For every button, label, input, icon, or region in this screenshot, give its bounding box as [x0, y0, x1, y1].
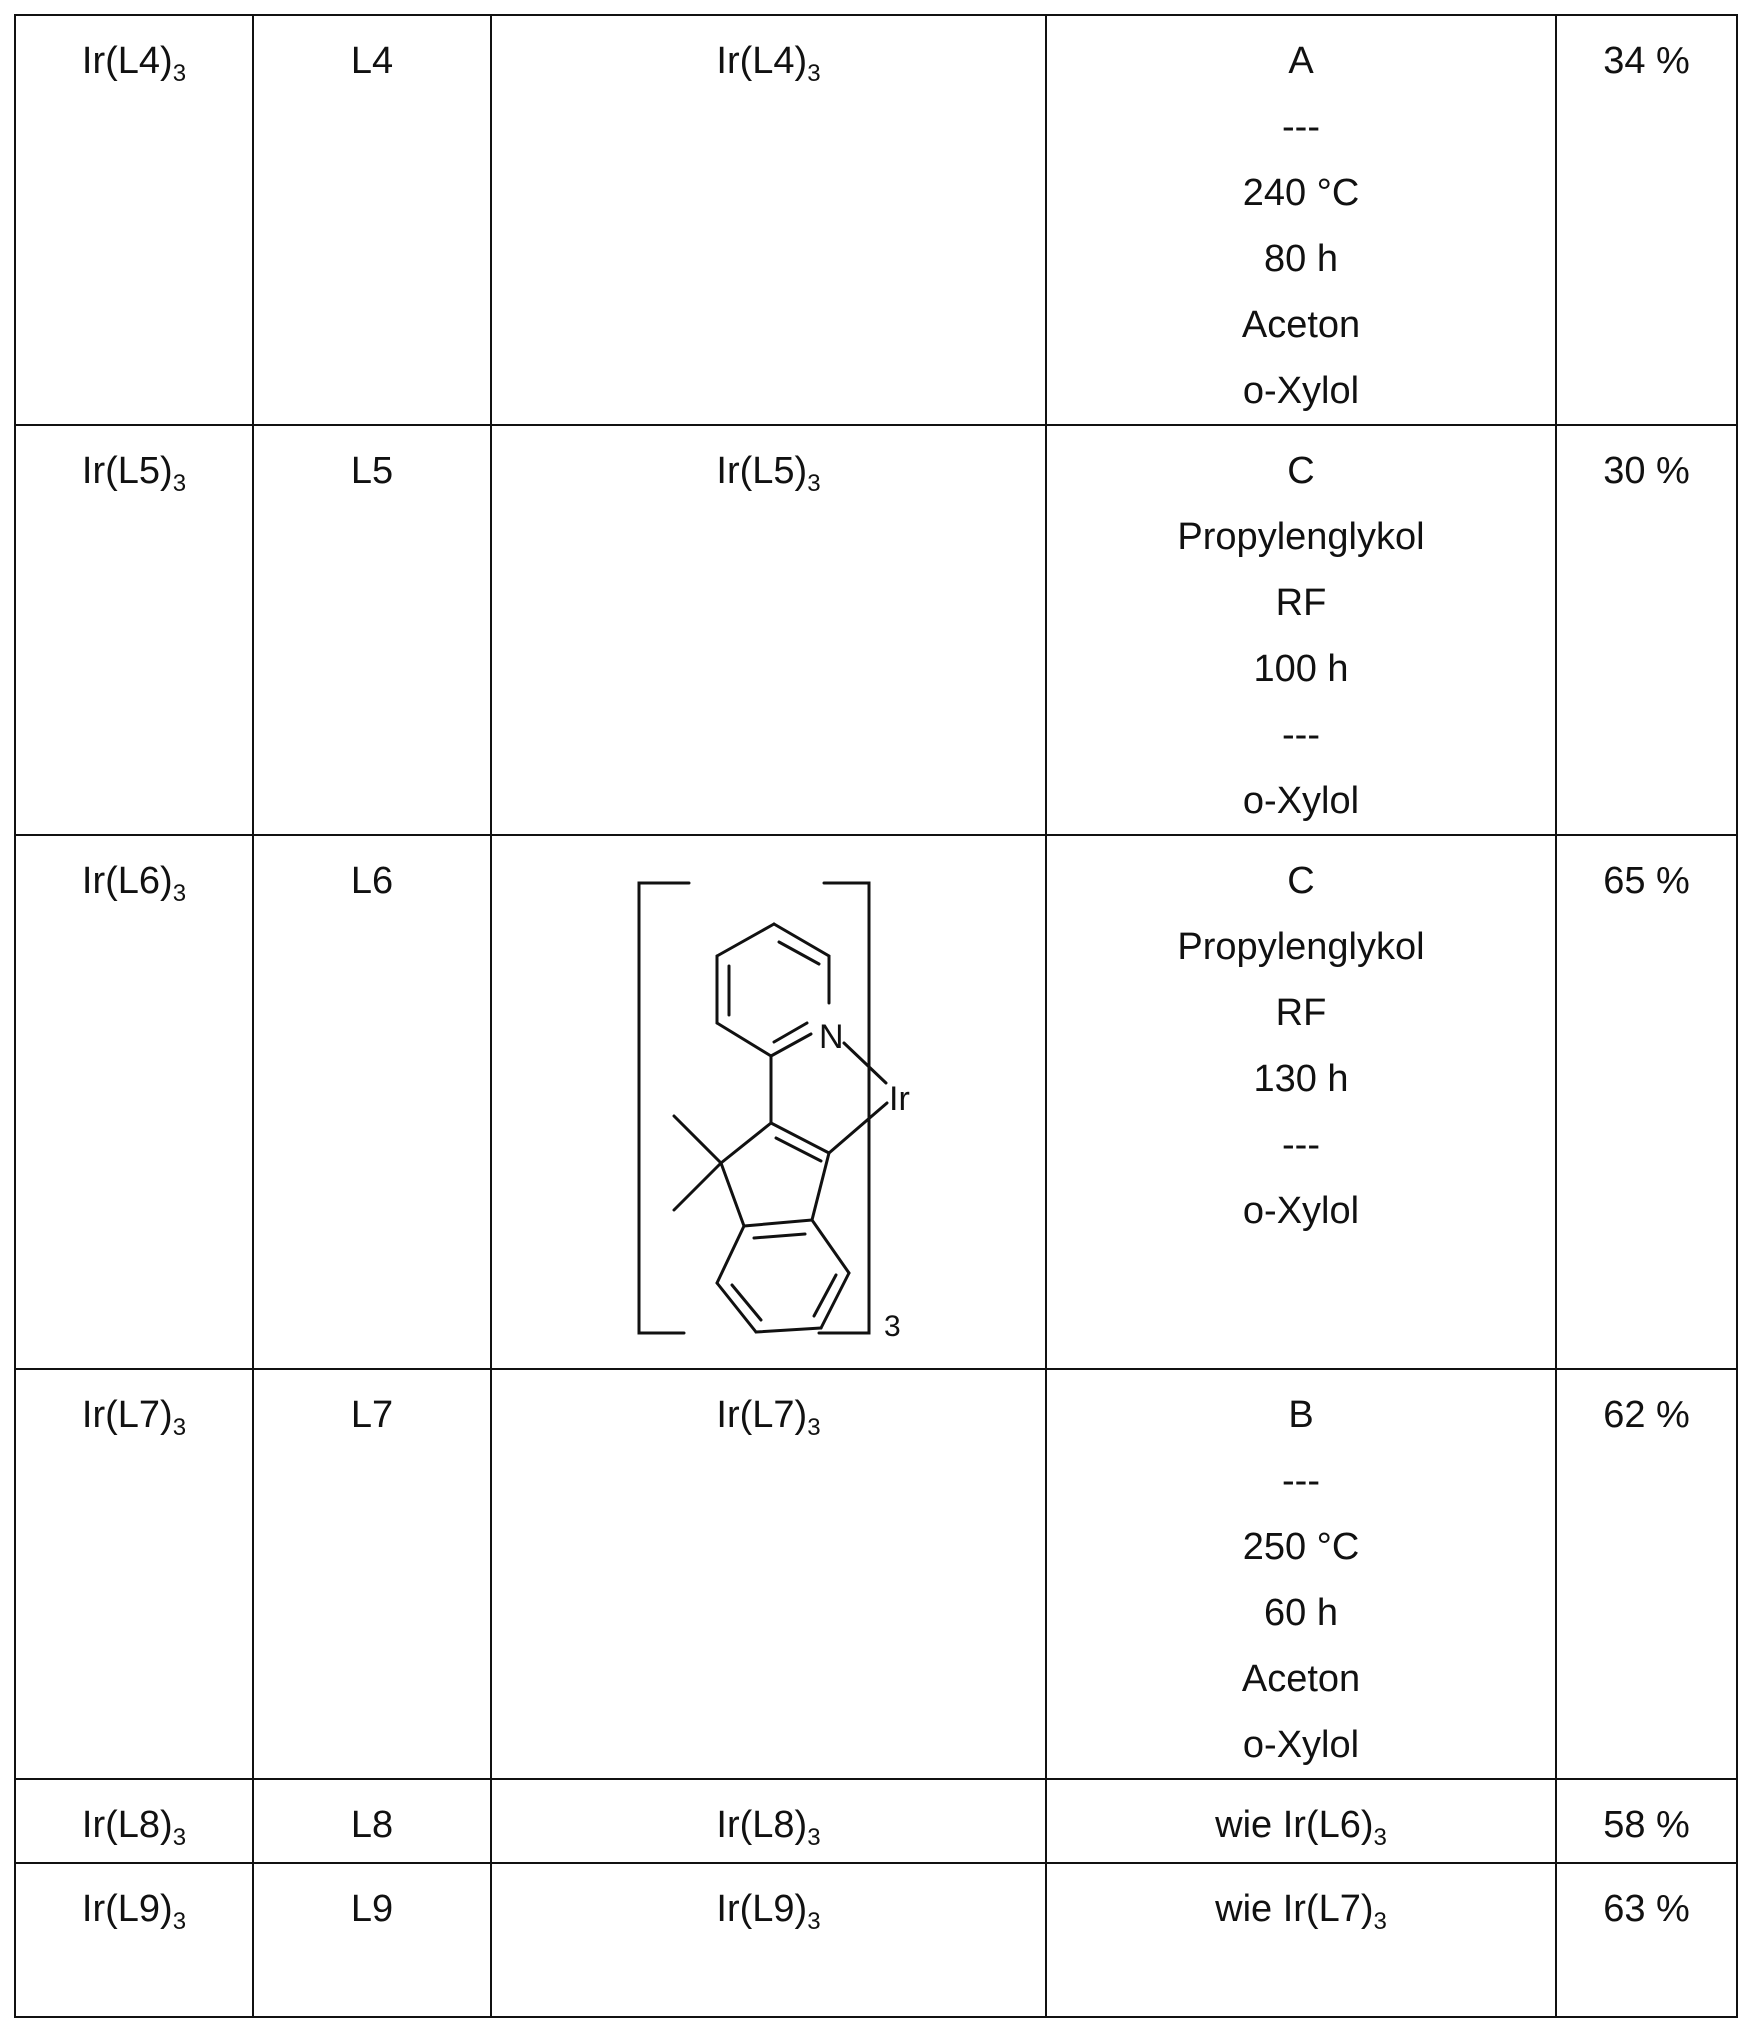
- product-label: Ir(L9): [716, 1888, 808, 1930]
- subscript: 3: [807, 470, 821, 497]
- subscript: 3: [172, 1414, 187, 1441]
- conditions-cell: [1046, 15, 1556, 425]
- nitrogen-atom-label: N: [818, 1018, 844, 1056]
- condition-line: RF: [1275, 582, 1327, 624]
- condition-line: C: [1287, 450, 1315, 492]
- iridium-atom-label: Ir: [888, 1080, 910, 1118]
- subscript: 3: [172, 1908, 187, 1935]
- condition-line: o-Xylol: [1242, 1724, 1360, 1766]
- subscript: 3: [1373, 1908, 1387, 1935]
- condition-line: 80 h: [1264, 238, 1338, 280]
- condition-line: o-Xylol: [1242, 1190, 1360, 1232]
- ligand-cell: L6: [253, 835, 491, 1369]
- yield-cell: 65 %: [1556, 835, 1737, 1369]
- yield-cell: 58 %: [1556, 1779, 1737, 1863]
- ligand-cell: L7: [253, 1369, 491, 1779]
- condition-line: o-Xylol: [1242, 370, 1360, 412]
- subscript: 3: [807, 1414, 821, 1441]
- complex-label: Ir(L7): [81, 1394, 173, 1436]
- ligand-cell: L5: [253, 425, 491, 835]
- condition-line: Propylenglykol: [1177, 926, 1425, 968]
- product-cell: [491, 15, 1046, 425]
- conditions-cell: [1046, 1863, 1556, 2017]
- condition-line: ---: [1282, 106, 1320, 148]
- complex-label: Ir(L8): [81, 1804, 173, 1846]
- synthesis-table: [14, 14, 1738, 2018]
- subscript: 3: [172, 1824, 187, 1851]
- condition-line: A: [1288, 40, 1314, 82]
- complex-label: Ir(L4): [81, 40, 173, 82]
- table-row: [15, 15, 1737, 425]
- table-row: [15, 835, 1737, 1369]
- multiplier-label: 3: [883, 1310, 901, 1338]
- complex-label: Ir(L9): [81, 1888, 173, 1930]
- product-cell: [491, 1779, 1046, 1863]
- condition-line: 250 °C: [1242, 1526, 1360, 1568]
- product-label: Ir(L5): [716, 450, 808, 492]
- condition-line: ---: [1282, 1124, 1320, 1166]
- subscript: 3: [172, 60, 187, 87]
- condition-line: Aceton: [1241, 304, 1361, 346]
- condition-reference: wie Ir(L6): [1215, 1804, 1374, 1846]
- yield-cell: 34 %: [1556, 15, 1737, 425]
- condition-line: ---: [1282, 1460, 1320, 1502]
- table-row: [15, 1779, 1737, 1863]
- product-cell: [491, 1863, 1046, 2017]
- product-cell: [491, 1369, 1046, 1779]
- table-row: [15, 1369, 1737, 1779]
- product-cell: [491, 835, 1046, 1369]
- condition-line: Aceton: [1241, 1658, 1361, 1700]
- product-label: Ir(L7): [716, 1394, 808, 1436]
- conditions-cell: [1046, 425, 1556, 835]
- condition-line: RF: [1275, 992, 1327, 1034]
- subscript: 3: [172, 470, 187, 497]
- yield-cell: 63 %: [1556, 1863, 1737, 2017]
- complex-cell: [15, 1863, 253, 2017]
- chemical-structure-diagram: [599, 858, 939, 1338]
- conditions-cell: [1046, 1779, 1556, 1863]
- subscript: 3: [807, 1908, 821, 1935]
- table-row: [15, 1863, 1737, 2017]
- ligand-cell: L8: [253, 1779, 491, 1863]
- condition-line: 100 h: [1253, 648, 1349, 690]
- condition-line: C: [1287, 860, 1315, 902]
- condition-line: 60 h: [1264, 1592, 1338, 1634]
- product-label: Ir(L8): [716, 1804, 808, 1846]
- complex-cell: [15, 835, 253, 1369]
- complex-label: Ir(L6): [81, 860, 173, 902]
- subscript: 3: [807, 1824, 821, 1851]
- condition-line: Propylenglykol: [1177, 516, 1425, 558]
- complex-cell: [15, 425, 253, 835]
- condition-reference: wie Ir(L7): [1215, 1888, 1374, 1930]
- conditions-cell: [1046, 1369, 1556, 1779]
- complex-label: Ir(L5): [81, 450, 173, 492]
- subscript: 3: [807, 60, 821, 87]
- complex-cell: [15, 1369, 253, 1779]
- condition-line: 240 °C: [1242, 172, 1360, 214]
- condition-line: B: [1288, 1394, 1314, 1436]
- condition-line: o-Xylol: [1242, 780, 1360, 822]
- complex-cell: [15, 1779, 253, 1863]
- yield-cell: 62 %: [1556, 1369, 1737, 1779]
- table-row: [15, 425, 1737, 835]
- ligand-cell: L4: [253, 15, 491, 425]
- condition-line: ---: [1282, 714, 1320, 756]
- complex-cell: [15, 15, 253, 425]
- yield-cell: 30 %: [1556, 425, 1737, 835]
- product-label: Ir(L4): [716, 40, 808, 82]
- condition-line: 130 h: [1253, 1058, 1349, 1100]
- ligand-cell: L9: [253, 1863, 491, 2017]
- subscript: 3: [172, 880, 187, 907]
- conditions-cell: [1046, 835, 1556, 1369]
- product-cell: [491, 425, 1046, 835]
- subscript: 3: [1373, 1824, 1387, 1851]
